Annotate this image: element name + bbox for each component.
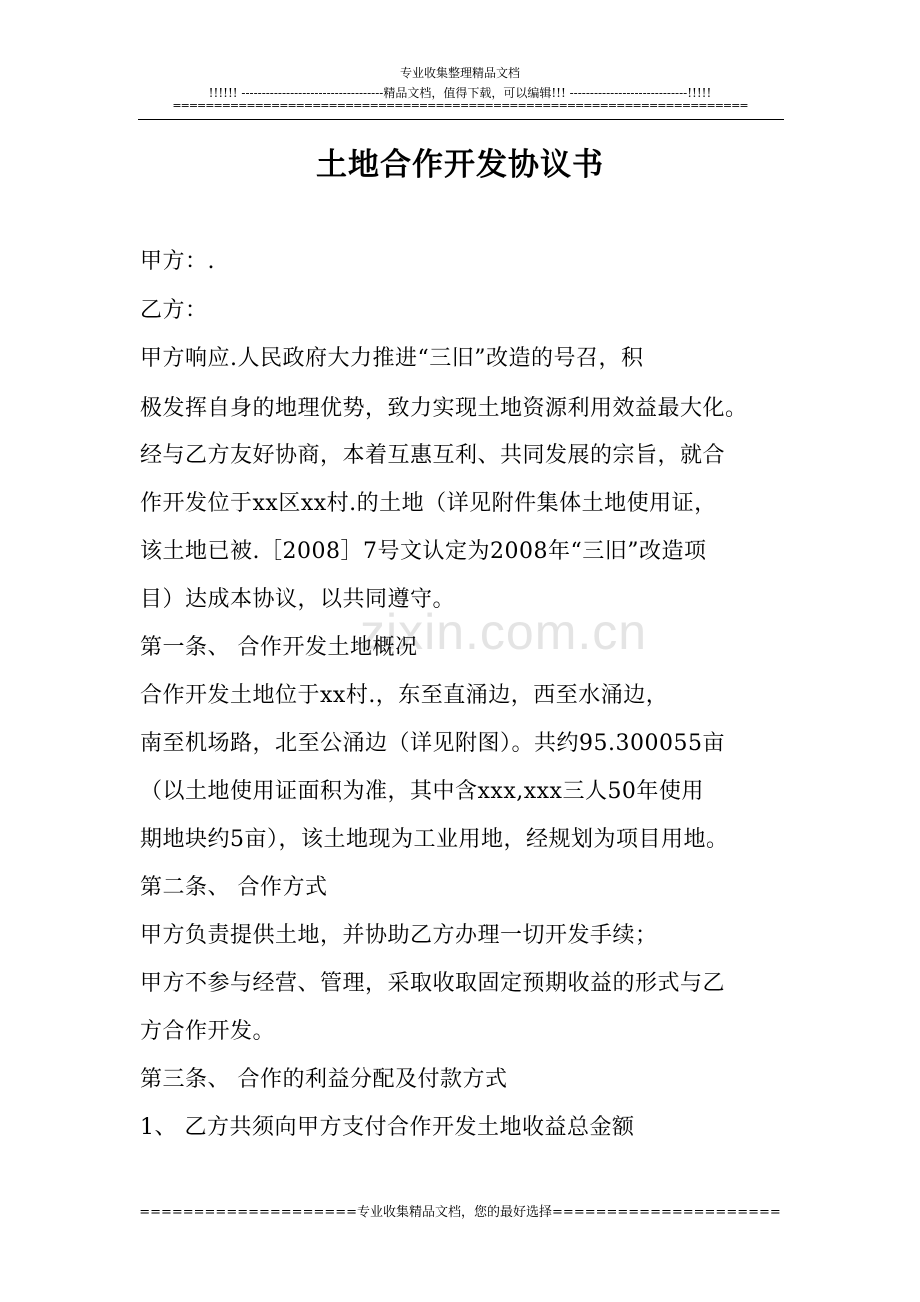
paragraph-line: 甲方不参与经营、管理，采取收取固定预期收益的形式与乙 — [140, 971, 726, 996]
header-banner: !!!!!! -----------------------------------精品文档，值得下载，可以编辑!!! -----------------------------!!!!! — [208, 86, 712, 100]
paragraph-line: 经与乙方友好协商，本着互惠互利、共同发展的宗旨，就合 — [140, 443, 726, 468]
header-separator: ====================================================================== — [172, 99, 748, 112]
paragraph-line: 1、 乙方共须向甲方支付合作开发土地收益总金额 — [140, 1115, 635, 1140]
document-title: 土地合作开发协议书 — [316, 147, 604, 183]
paragraph-line: 方合作开发。 — [140, 1019, 276, 1044]
party-b-line: 乙方： — [140, 298, 208, 323]
paragraph-line: 期地块约5亩），该土地现为工业用地，经规划为项目用地。 — [140, 827, 729, 852]
paragraph-line: 合作开发土地位于xx村.，东至直涌边，西至水涌边， — [140, 683, 669, 708]
header-label: 专业收集整理精品文档 — [399, 66, 520, 80]
header-rule — [138, 119, 784, 120]
article-heading: 第一条、 合作开发土地概况 — [140, 635, 418, 660]
paragraph-line: 极发挥自身的地理优势，致力实现土地资源利用效益最大化。 — [140, 396, 748, 421]
article-heading: 第三条、 合作的利益分配及付款方式 — [140, 1067, 508, 1092]
paragraph-line: 目）达成本协议，以共同遵守。 — [140, 587, 456, 612]
watermark: zixin.com.cn — [360, 604, 648, 660]
paragraph-line: 甲方负责提供土地，并协助乙方办理一切开发手续； — [140, 923, 658, 948]
paragraph-line: 作开发位于xx区xx村.的土地（详见附件集体土地使用证， — [140, 491, 717, 516]
paragraph-line: 该土地已被.［2008］7号文认定为2008年“三旧”改造项 — [140, 539, 707, 564]
article-heading: 第二条、 合作方式 — [140, 875, 328, 900]
footer-banner: ====================专业收集精品文档，您的最好选择===================== — [139, 1205, 781, 1220]
party-a-line: 甲方：. — [140, 249, 215, 274]
paragraph-line: （以土地使用证面积为准，其中含xxx,xxx三人50年使用 — [140, 779, 704, 804]
paragraph-line: 甲方响应.人民政府大力推进“三旧”改造的号召，积 — [140, 346, 644, 371]
paragraph-line: 南至机场路，北至公涌边（详见附图）。共约95.300055亩 — [140, 731, 725, 756]
